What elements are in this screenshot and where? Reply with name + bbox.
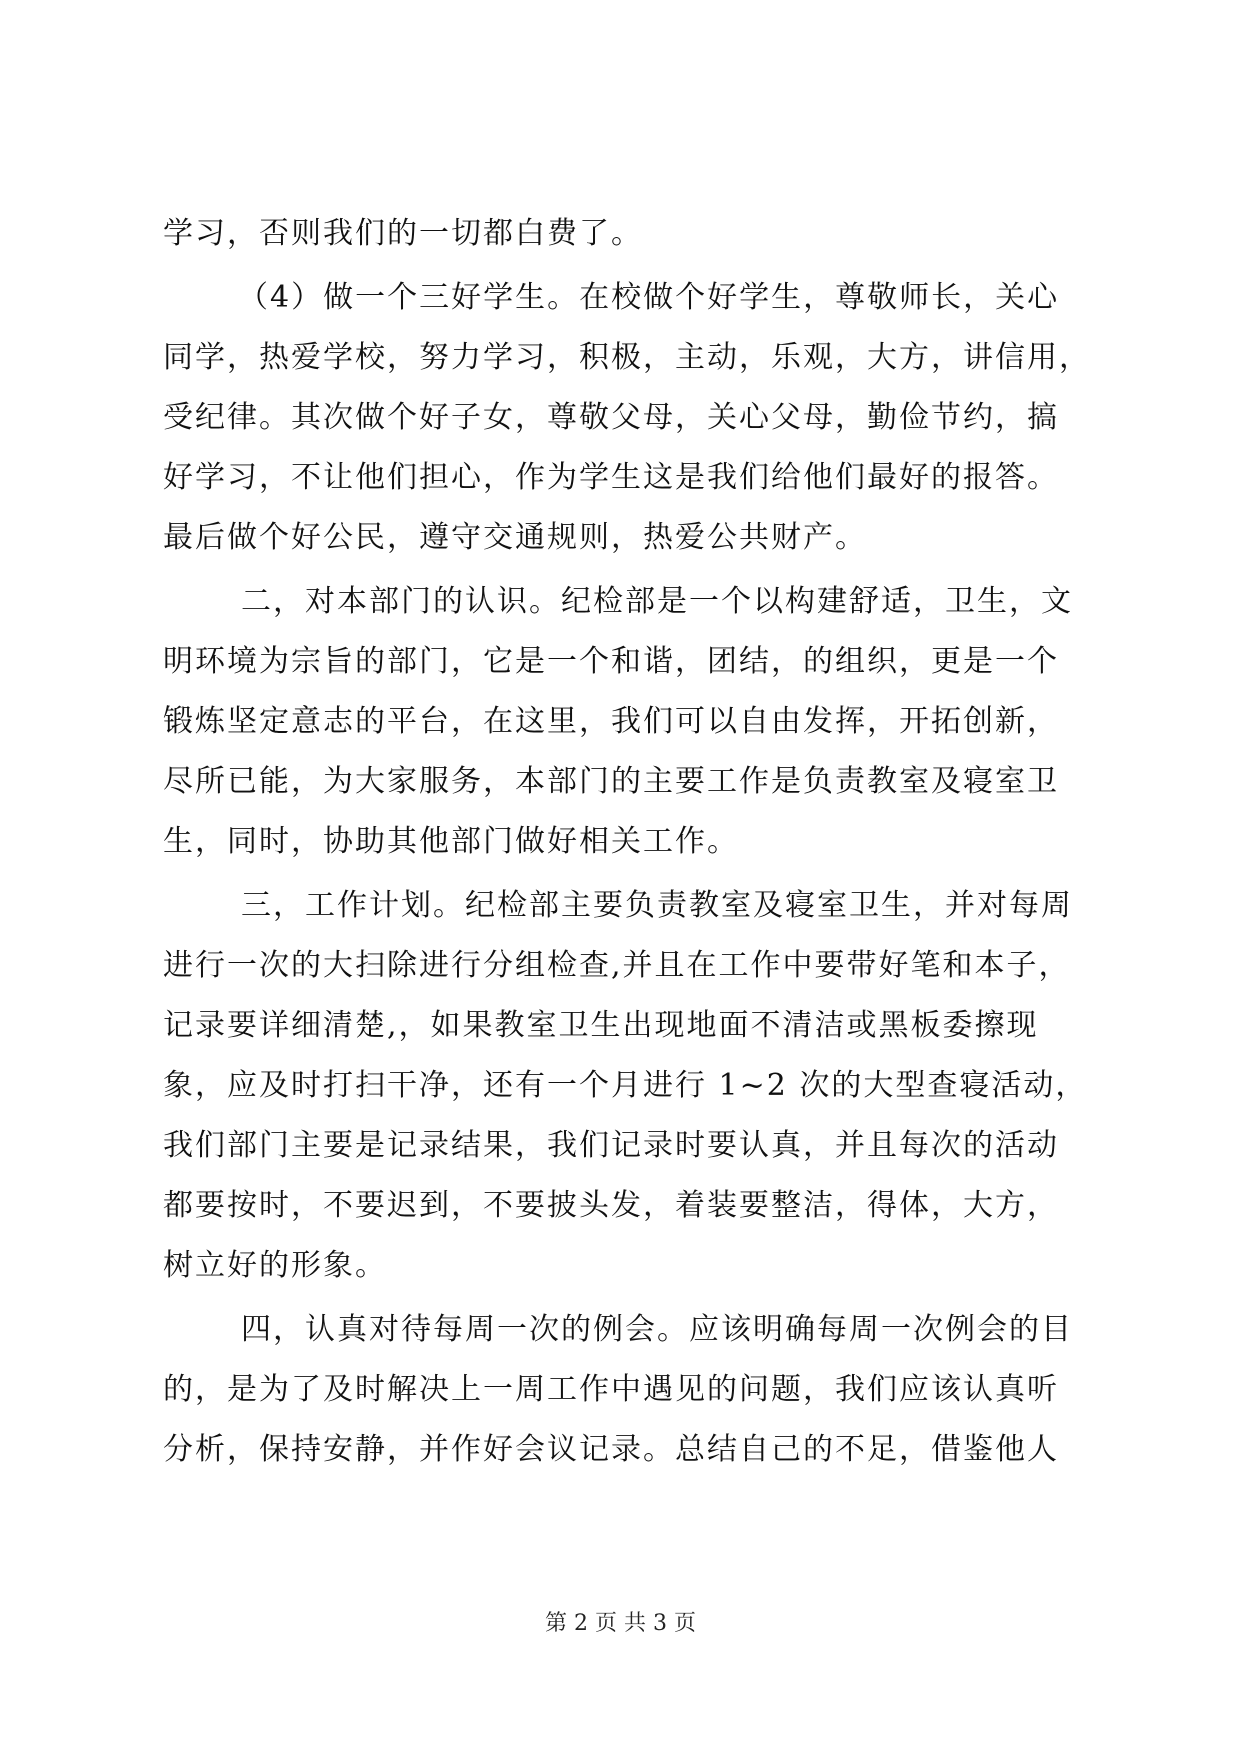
- text-line: （4）做一个三好学生。在校做个好学生，尊敬师长，关心: [238, 280, 1060, 315]
- text-line: 都要按时，不要迟到，不要披头发，着装要整洁，得体，大方，: [163, 1188, 1059, 1223]
- page-number-footer: 第 2 页 共 3 页: [545, 1611, 696, 1636]
- text-line: 尽所已能，为大家服务，本部门的主要工作是负责教室及寝室卫: [163, 764, 1059, 799]
- text-line: 记录要详细清楚,，如果教室卫生出现地面不清洁或黑板委擦现: [163, 1008, 1039, 1043]
- text-line: 的，是为了及时解决上一周工作中遇见的问题，我们应该认真听: [163, 1372, 1059, 1407]
- text-line: 进行一次的大扫除进行分组检查,并且在工作中要带好笔和本子，: [163, 948, 1071, 983]
- text-line: 树立好的形象。: [163, 1248, 387, 1283]
- text-line: 三，工作计划。纪检部主要负责教室及寝室卫生，并对每周: [241, 888, 1073, 923]
- text-line: 我们部门主要是记录结果，我们记录时要认真，并且每次的活动: [163, 1128, 1059, 1163]
- text-line: 受纪律。其次做个好子女，尊敬父母，关心父母，勤俭节约，搞: [163, 400, 1059, 435]
- text-line: 二，对本部门的认识。纪检部是一个以构建舒适，卫生，文: [241, 584, 1073, 619]
- text-line: 最后做个好公民，遵守交通规则，热爱公共财产。: [163, 520, 867, 555]
- text-line: 象，应及时打扫干净，还有一个月进行 1~2 次的大型查寝活动，: [163, 1068, 1088, 1103]
- text-line: 分析，保持安静，并作好会议记录。总结自己的不足，借鉴他人: [163, 1432, 1059, 1467]
- text-line: 好学习，不让他们担心，作为学生这是我们给他们最好的报答。: [163, 460, 1059, 495]
- text-line: 四，认真对待每周一次的例会。应该明确每周一次例会的目: [241, 1312, 1073, 1347]
- text-line: 明环境为宗旨的部门，它是一个和谐，团结，的组织，更是一个: [163, 644, 1059, 679]
- text-line: 生，同时，协助其他部门做好相关工作。: [163, 824, 739, 859]
- text-line: 锻炼坚定意志的平台，在这里，我们可以自由发挥，开拓创新，: [163, 704, 1059, 739]
- text-line: 同学，热爱学校，努力学习，积极，主动，乐观，大方，讲信用，: [163, 340, 1091, 375]
- text-line: 学习，否则我们的一切都白费了。: [163, 216, 643, 251]
